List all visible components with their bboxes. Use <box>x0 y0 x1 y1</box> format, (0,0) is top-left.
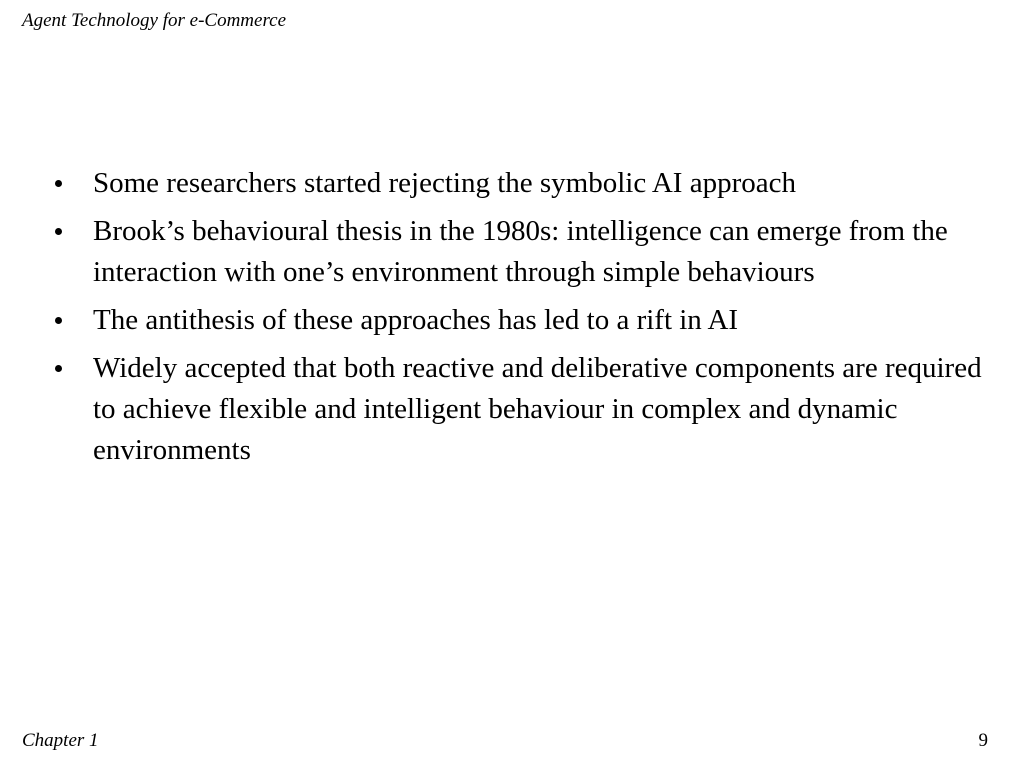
bullet-dot-icon <box>55 317 62 324</box>
bullet-dot-icon <box>55 365 62 372</box>
bullet-text: Widely accepted that both reactive and deliberative components are required to achieve flexible and intelligent behaviour in complex and dynamic environments <box>93 352 982 466</box>
footer-chapter-label: Chapter 1 <box>22 730 99 751</box>
bullet-item <box>55 163 990 204</box>
bullet-item <box>55 211 990 293</box>
bullet-list <box>55 163 990 478</box>
bullet-dot-icon <box>55 180 62 187</box>
bullet-dot-icon <box>55 228 62 235</box>
bullet-text: Brook’s behavioural thesis in the 1980s: intelligence can emerge from the interaction with one’s environment through simple behaviours <box>93 215 948 288</box>
bullet-item <box>55 348 990 471</box>
bullet-item <box>55 300 990 341</box>
bullet-text: Some researchers started rejecting the symbolic AI approach <box>93 167 796 199</box>
bullet-text: The antithesis of these approaches has led to a rift in AI <box>93 304 739 336</box>
header-title: Agent Technology for e-Commerce <box>22 10 287 31</box>
page-number: 9 <box>978 730 988 751</box>
